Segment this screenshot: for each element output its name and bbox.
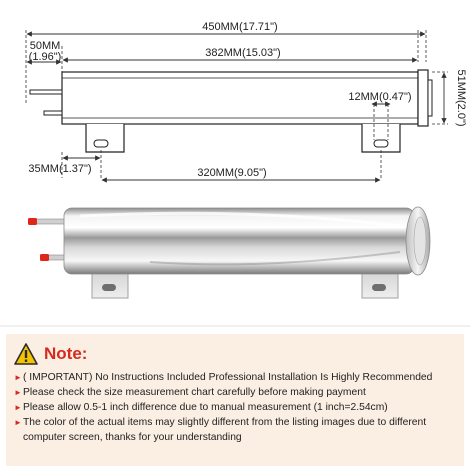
bracket-offset-label: 35MM(1.37") xyxy=(28,163,92,175)
note-item-text: Please allow 0.5-1 inch difference due to manual measurement (1 inch=2.54cm) xyxy=(23,402,388,413)
red-arrow-bullet-icon: ► xyxy=(14,403,22,412)
lower-inlet-pipe-outline xyxy=(44,111,62,115)
note-item-text: Please check the size measurement chart carefully before making payment xyxy=(23,387,366,398)
note-item xyxy=(14,385,456,400)
note-header xyxy=(14,342,456,366)
red-arrow-bullet-icon: ► xyxy=(14,373,22,382)
overall-length-label: 450MM(17.71") xyxy=(202,21,278,33)
note-item xyxy=(14,415,456,445)
inlet-offset-inch-label: (1.96") xyxy=(28,51,62,63)
slot-width-label: 12MM(0.47") xyxy=(348,91,412,103)
diameter-label: 51MM(2.0") xyxy=(455,69,467,127)
note-title: Note: xyxy=(44,344,88,363)
right-bracket-outline xyxy=(362,124,400,152)
body-length-label: 382MM(15.03") xyxy=(205,47,281,59)
upper-inlet-red-tip xyxy=(28,218,37,225)
cap-outline xyxy=(418,70,428,126)
red-arrow-bullet-icon: ► xyxy=(14,418,22,427)
left-bracket-outline xyxy=(86,124,124,152)
note-item xyxy=(14,370,456,385)
technical-drawing xyxy=(26,21,467,180)
bracket-spacing-label: 320MM(9.05") xyxy=(197,167,267,179)
note-item xyxy=(14,400,456,415)
red-arrow-bullet-icon: ► xyxy=(14,388,22,397)
upper-inlet-pipe-outline xyxy=(30,90,62,94)
lower-inlet-red-tip xyxy=(40,254,49,261)
note-item-text: ( IMPORTANT) No Instructions Included Professional Installation Is Highly Recommended xyxy=(23,372,433,383)
note-panel xyxy=(6,334,464,466)
note-item-text: The color of the actual items may slightly different from the listing images due to different computer screen, thanks for your understanding xyxy=(23,417,427,443)
inlet-offset-label: 50MM xyxy=(29,40,61,52)
warning-triangle-icon xyxy=(14,343,38,365)
product-photo xyxy=(28,207,430,298)
